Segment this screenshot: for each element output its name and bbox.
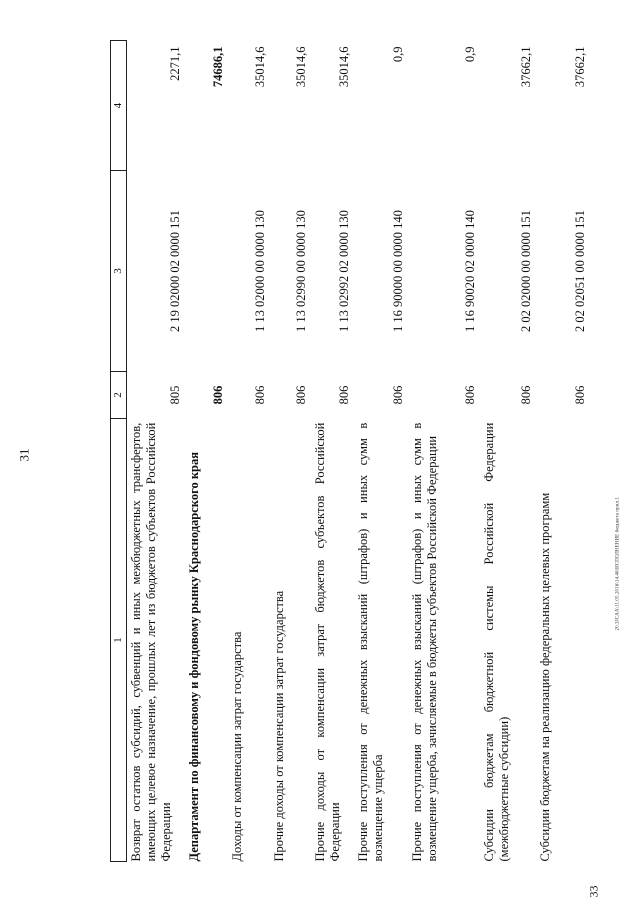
header-col-1: 1: [111, 419, 127, 862]
row-budget-code: 1 13 02990 00 0000 130: [293, 210, 308, 332]
row-budget-code: 1 13 02000 00 0000 130: [252, 210, 267, 332]
row-budget-code: 2 19 02000 02 0000 151: [168, 210, 183, 332]
row-description: Субсидии бюджетам бюджетной системы Российской Федерации (межбюджетные субсидии): [481, 422, 511, 862]
row-admin-code: 805: [168, 385, 183, 405]
table-row: [536, 41, 590, 862]
row-description: Прочие поступления от денежных взысканий (штрафов) и иных сумм в возмещение ущерба, зачисляемые в бюджеты субъектов Российской Федерации: [410, 422, 440, 862]
footer-file-path: 20.3JCAA\11.05.2016\14.46\ИСПОЛНЕНИЕ бюджета прил.1: [615, 496, 621, 631]
row-admin-code: 806: [211, 385, 226, 405]
row-value: 37662,1: [518, 46, 533, 88]
row-admin-code: 806: [293, 385, 308, 405]
row-admin-code: 806: [391, 385, 406, 405]
row-value: 74686,1: [211, 46, 226, 88]
row-description: Прочие доходы от компенсации затрат государства: [271, 590, 286, 862]
table-header-row: [111, 41, 127, 862]
row-description: Доходы от компенсации затрат государства: [230, 631, 245, 862]
row-admin-code: 806: [336, 385, 351, 405]
row-value: 35014,6: [252, 46, 267, 88]
header-col-2: 2: [111, 371, 127, 418]
table-row: [480, 41, 536, 862]
row-budget-code: 2 02 02000 00 0000 151: [518, 210, 533, 332]
table-row: [311, 41, 354, 862]
row-value: 35014,6: [336, 46, 351, 88]
row-description: Прочие поступления от денежных взысканий (штрафов) и иных сумм в возмещение ущерба: [355, 422, 385, 862]
row-description: Департамент по финансовому и фондовому рынку Краснодарского края: [187, 452, 202, 862]
page-number: 31: [16, 448, 32, 462]
row-budget-code: [185, 171, 228, 372]
header-col-3: 3: [111, 171, 127, 372]
table-row: [270, 41, 311, 862]
row-budget-code: 1 16 90020 02 0000 140: [462, 210, 477, 332]
revenue-table: [110, 40, 590, 862]
row-value: 37662,1: [573, 46, 587, 88]
row-admin-code: 806: [518, 385, 533, 405]
row-admin-code: 806: [573, 385, 587, 405]
row-budget-code: 1 16 90000 00 0000 140: [391, 210, 406, 332]
table-row: [354, 41, 408, 862]
row-budget-code: 1 13 02992 02 0000 130: [336, 210, 351, 332]
row-description: Прочие доходы от компенсации затрат бюджетов субъектов Российской Федерации: [312, 422, 342, 862]
row-description: Субсидии бюджетам на реализацию федеральных целевых программ: [537, 492, 552, 862]
table-row: [408, 41, 479, 862]
row-budget-code: 2 02 02051 00 0000 151: [573, 210, 587, 332]
corner-page-number: 33: [586, 885, 601, 898]
row-description: Возврат остатков субсидий, субвенций и иных межбюджетных трансфертов, имеющих целевое назначение, прошлых лет из бюджетов субъектов Российской Федерации: [129, 422, 174, 862]
row-admin-code: 806: [252, 385, 267, 405]
row-value: 0,9: [462, 46, 477, 63]
table-row: [127, 41, 185, 862]
rotated-table-container: [110, 40, 590, 862]
row-value: 2271,1: [168, 46, 183, 81]
row-value: 35014,6: [293, 46, 308, 88]
table-row: [185, 41, 228, 862]
header-col-4: 4: [111, 41, 127, 171]
table-row: [228, 41, 269, 862]
row-value: 0,9: [391, 46, 406, 63]
row-admin-code: 806: [462, 385, 477, 405]
